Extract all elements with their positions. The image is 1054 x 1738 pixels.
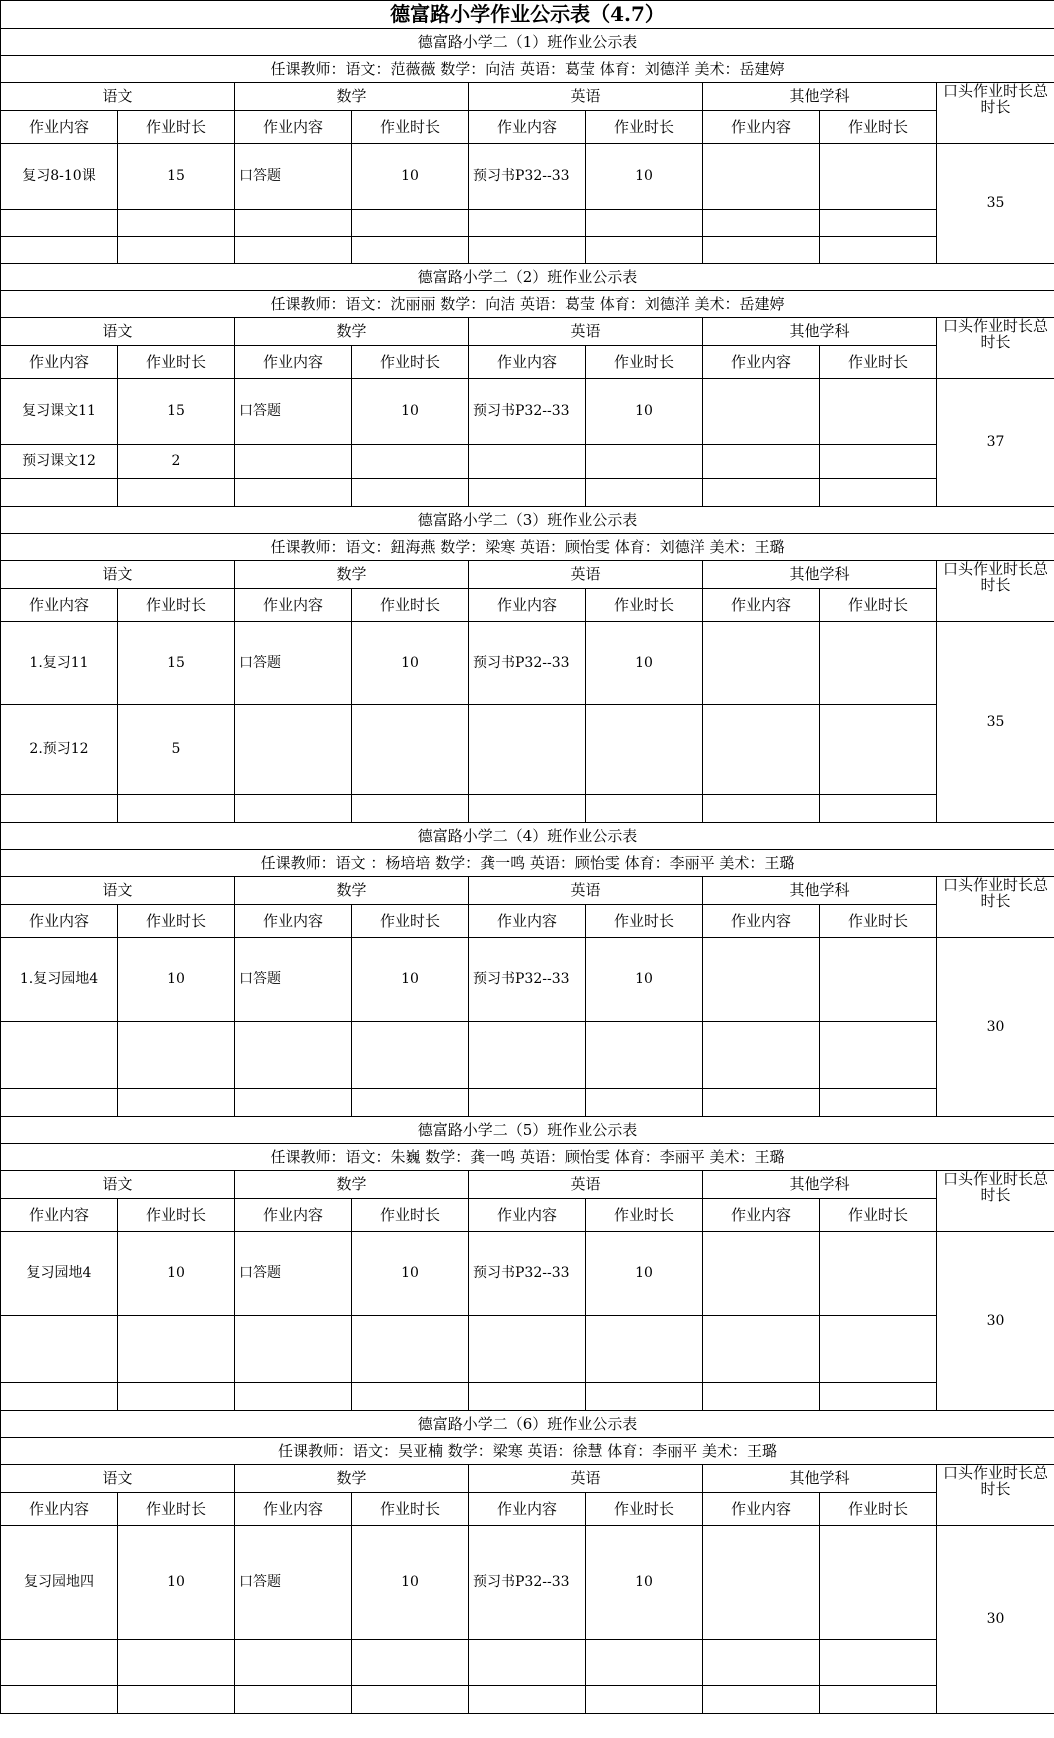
column-header-duration: 作业时长 xyxy=(118,346,235,379)
chinese-content: 2.预习12 xyxy=(1,705,118,795)
column-header-duration: 作业时长 xyxy=(820,905,937,938)
math-content: 口答题 xyxy=(235,379,352,445)
column-header-content: 作业内容 xyxy=(1,111,118,144)
column-header-content: 作业内容 xyxy=(235,589,352,622)
subject-header: 语文 xyxy=(1,1171,235,1199)
other-content xyxy=(703,795,820,823)
chinese-duration xyxy=(118,1640,235,1686)
column-header-duration: 作业时长 xyxy=(118,1493,235,1526)
class-title: 德富路小学二（6）班作业公示表 xyxy=(1,1411,1054,1438)
oral-duration-header-label: 口头作业时长总时长 xyxy=(943,318,1049,350)
math-duration: 10 xyxy=(352,622,469,705)
column-header-duration: 作业时长 xyxy=(118,905,235,938)
math-content xyxy=(235,1383,352,1411)
math-content xyxy=(235,445,352,479)
subject-header: 英语 xyxy=(469,1465,703,1493)
other-content xyxy=(703,210,820,237)
other-duration xyxy=(820,705,937,795)
math-content xyxy=(235,795,352,823)
math-duration: 10 xyxy=(352,1232,469,1316)
class-teachers: 任课教师：语文：吴亚楠 数学：梁寒 英语：徐慧 体育：李丽平 美术：王璐 xyxy=(1,1438,1054,1465)
other-content xyxy=(703,1089,820,1117)
english-duration: 10 xyxy=(586,379,703,445)
subject-header: 英语 xyxy=(469,877,703,905)
english-duration xyxy=(586,1686,703,1714)
english-duration xyxy=(586,1089,703,1117)
subject-header: 其他学科 xyxy=(703,83,937,111)
math-duration xyxy=(352,210,469,237)
oral-duration-header xyxy=(937,561,1054,622)
oral-duration-header-label: 口头作业时长总时长 xyxy=(943,877,1049,909)
other-duration xyxy=(820,1022,937,1089)
column-header-duration: 作业时长 xyxy=(118,589,235,622)
english-duration xyxy=(586,210,703,237)
chinese-content xyxy=(1,1686,118,1714)
math-content: 口答题 xyxy=(235,144,352,210)
class-teachers: 任课教师：语文：沈丽丽 数学：向洁 英语：葛莹 体育：刘德洋 美术：岳建婷 xyxy=(1,291,1054,318)
other-content xyxy=(703,1316,820,1383)
subject-header: 其他学科 xyxy=(703,877,937,905)
chinese-duration: 2 xyxy=(118,445,235,479)
english-content: 预习书P32--33 xyxy=(469,379,586,445)
english-duration: 10 xyxy=(586,938,703,1022)
chinese-duration xyxy=(118,1383,235,1411)
english-duration: 10 xyxy=(586,622,703,705)
other-content xyxy=(703,1232,820,1316)
oral-duration-header xyxy=(937,877,1054,938)
column-header-duration: 作业时长 xyxy=(118,1199,235,1232)
column-header-content: 作业内容 xyxy=(469,589,586,622)
oral-duration-header xyxy=(937,318,1054,379)
other-content xyxy=(703,445,820,479)
column-header-content: 作业内容 xyxy=(235,905,352,938)
math-content xyxy=(235,705,352,795)
column-header-content: 作业内容 xyxy=(703,346,820,379)
column-header-content: 作业内容 xyxy=(469,1493,586,1526)
column-header-duration: 作业时长 xyxy=(118,111,235,144)
chinese-content: 1.复习园地4 xyxy=(1,938,118,1022)
chinese-content xyxy=(1,1089,118,1117)
chinese-duration xyxy=(118,1089,235,1117)
subject-header: 语文 xyxy=(1,877,235,905)
subject-header: 其他学科 xyxy=(703,318,937,346)
chinese-duration xyxy=(118,1686,235,1714)
class-teachers: 任课教师：语文 ：杨培培 数学：龚一鸣 英语：顾怡雯 体育：李丽平 美术：王璐 xyxy=(1,850,1054,877)
math-duration xyxy=(352,1022,469,1089)
english-content xyxy=(469,1022,586,1089)
column-header-duration: 作业时长 xyxy=(352,1493,469,1526)
other-duration xyxy=(820,445,937,479)
english-content: 预习书P32--33 xyxy=(469,1232,586,1316)
math-content xyxy=(235,210,352,237)
column-header-duration: 作业时长 xyxy=(352,1199,469,1232)
oral-duration-header-label: 口头作业时长总时长 xyxy=(943,1465,1049,1497)
other-content xyxy=(703,938,820,1022)
chinese-content: 复习园地4 xyxy=(1,1232,118,1316)
column-header-duration: 作业时长 xyxy=(820,111,937,144)
english-duration xyxy=(586,479,703,507)
other-duration xyxy=(820,1640,937,1686)
column-header-content: 作业内容 xyxy=(1,346,118,379)
chinese-content xyxy=(1,795,118,823)
math-duration xyxy=(352,1383,469,1411)
column-header-content: 作业内容 xyxy=(235,111,352,144)
other-content xyxy=(703,144,820,210)
math-duration xyxy=(352,1640,469,1686)
column-header-content: 作业内容 xyxy=(469,111,586,144)
oral-duration-header xyxy=(937,83,1054,144)
column-header-duration: 作业时长 xyxy=(352,346,469,379)
class-title: 德富路小学二（5）班作业公示表 xyxy=(1,1117,1054,1144)
total-duration: 35 xyxy=(937,144,1054,264)
math-content: 口答题 xyxy=(235,622,352,705)
math-content xyxy=(235,479,352,507)
chinese-content xyxy=(1,1316,118,1383)
class-teachers: 任课教师：语文：范薇薇 数学：向洁 英语：葛莹 体育：刘德洋 美术：岳建婷 xyxy=(1,56,1054,83)
column-header-duration: 作业时长 xyxy=(586,346,703,379)
class-title: 德富路小学二（2）班作业公示表 xyxy=(1,264,1054,291)
subject-header: 语文 xyxy=(1,1465,235,1493)
math-duration xyxy=(352,237,469,264)
column-header-duration: 作业时长 xyxy=(820,346,937,379)
english-content: 预习书P32--33 xyxy=(469,622,586,705)
math-duration xyxy=(352,1686,469,1714)
subject-header: 数学 xyxy=(235,561,469,589)
english-content xyxy=(469,705,586,795)
chinese-duration xyxy=(118,237,235,264)
math-duration xyxy=(352,479,469,507)
other-content xyxy=(703,1526,820,1640)
chinese-content: 1.复习11 xyxy=(1,622,118,705)
chinese-duration: 10 xyxy=(118,1526,235,1640)
math-content xyxy=(235,1022,352,1089)
english-content xyxy=(469,237,586,264)
math-duration xyxy=(352,705,469,795)
math-content xyxy=(235,1089,352,1117)
column-header-content: 作业内容 xyxy=(1,589,118,622)
column-header-content: 作业内容 xyxy=(1,1199,118,1232)
column-header-content: 作业内容 xyxy=(235,1493,352,1526)
math-content xyxy=(235,1640,352,1686)
english-duration: 10 xyxy=(586,1526,703,1640)
other-content xyxy=(703,705,820,795)
class-title: 德富路小学二（1）班作业公示表 xyxy=(1,29,1054,56)
subject-header: 其他学科 xyxy=(703,1171,937,1199)
other-content xyxy=(703,1686,820,1714)
subject-header: 英语 xyxy=(469,83,703,111)
chinese-content: 预习课文12 xyxy=(1,445,118,479)
class-teachers: 任课教师：语文：鈕海燕 数学：梁寒 英语：顾怡雯 体育：刘德洋 美术：王璐 xyxy=(1,534,1054,561)
english-duration xyxy=(586,1316,703,1383)
column-header-duration: 作业时长 xyxy=(820,589,937,622)
total-duration: 30 xyxy=(937,1232,1054,1411)
subject-header: 其他学科 xyxy=(703,561,937,589)
english-content xyxy=(469,1316,586,1383)
column-header-content: 作业内容 xyxy=(235,346,352,379)
total-duration: 30 xyxy=(937,938,1054,1117)
chinese-duration: 15 xyxy=(118,379,235,445)
page-title: 德富路小学作业公示表（4.7） xyxy=(1,1,1054,29)
other-duration xyxy=(820,1316,937,1383)
column-header-duration: 作业时长 xyxy=(586,1199,703,1232)
column-header-duration: 作业时长 xyxy=(352,589,469,622)
english-duration: 10 xyxy=(586,1232,703,1316)
english-duration xyxy=(586,705,703,795)
subject-header: 语文 xyxy=(1,83,235,111)
other-duration xyxy=(820,379,937,445)
math-duration: 10 xyxy=(352,379,469,445)
subject-header: 数学 xyxy=(235,877,469,905)
subject-header: 英语 xyxy=(469,561,703,589)
chinese-duration: 10 xyxy=(118,1232,235,1316)
chinese-duration: 10 xyxy=(118,938,235,1022)
other-duration xyxy=(820,210,937,237)
column-header-duration: 作业时长 xyxy=(820,1493,937,1526)
class-teachers: 任课教师：语文：朱巍 数学：龚一鸣 英语：顾怡雯 体育：李丽平 美术：王璐 xyxy=(1,1144,1054,1171)
chinese-duration xyxy=(118,795,235,823)
column-header-duration: 作业时长 xyxy=(586,1493,703,1526)
other-content xyxy=(703,379,820,445)
column-header-content: 作业内容 xyxy=(469,905,586,938)
english-duration: 10 xyxy=(586,144,703,210)
column-header-content: 作业内容 xyxy=(703,1199,820,1232)
chinese-content xyxy=(1,237,118,264)
other-duration xyxy=(820,479,937,507)
column-header-content: 作业内容 xyxy=(469,346,586,379)
math-content: 口答题 xyxy=(235,938,352,1022)
math-duration xyxy=(352,1316,469,1383)
math-duration: 10 xyxy=(352,1526,469,1640)
column-header-content: 作业内容 xyxy=(703,111,820,144)
english-duration xyxy=(586,1022,703,1089)
chinese-duration xyxy=(118,1022,235,1089)
other-content xyxy=(703,622,820,705)
english-content: 预习书P32--33 xyxy=(469,938,586,1022)
english-content xyxy=(469,1640,586,1686)
total-duration: 35 xyxy=(937,622,1054,823)
chinese-duration: 5 xyxy=(118,705,235,795)
subject-header: 英语 xyxy=(469,1171,703,1199)
math-duration: 10 xyxy=(352,144,469,210)
english-content xyxy=(469,479,586,507)
other-content xyxy=(703,1383,820,1411)
other-duration xyxy=(820,1089,937,1117)
class-title: 德富路小学二（3）班作业公示表 xyxy=(1,507,1054,534)
math-duration xyxy=(352,795,469,823)
english-content xyxy=(469,1686,586,1714)
chinese-content xyxy=(1,1640,118,1686)
chinese-content: 复习8-10课 xyxy=(1,144,118,210)
column-header-duration: 作业时长 xyxy=(352,905,469,938)
column-header-duration: 作业时长 xyxy=(586,111,703,144)
other-duration xyxy=(820,144,937,210)
subject-header: 英语 xyxy=(469,318,703,346)
oral-duration-header-label: 口头作业时长总时长 xyxy=(943,83,1049,115)
total-duration: 30 xyxy=(937,1526,1054,1714)
subject-header: 数学 xyxy=(235,83,469,111)
other-duration xyxy=(820,1526,937,1640)
math-content xyxy=(235,1316,352,1383)
subject-header: 数学 xyxy=(235,1465,469,1493)
chinese-duration xyxy=(118,479,235,507)
chinese-content: 复习园地四 xyxy=(1,1526,118,1640)
english-content xyxy=(469,445,586,479)
column-header-content: 作业内容 xyxy=(1,1493,118,1526)
column-header-duration: 作业时长 xyxy=(586,589,703,622)
math-duration: 10 xyxy=(352,938,469,1022)
other-content xyxy=(703,1640,820,1686)
column-header-content: 作业内容 xyxy=(469,1199,586,1232)
other-duration xyxy=(820,237,937,264)
oral-duration-header-label: 口头作业时长总时长 xyxy=(943,1171,1049,1203)
column-header-content: 作业内容 xyxy=(235,1199,352,1232)
english-duration xyxy=(586,445,703,479)
math-content xyxy=(235,1686,352,1714)
other-content xyxy=(703,237,820,264)
oral-duration-header xyxy=(937,1171,1054,1232)
math-content xyxy=(235,237,352,264)
column-header-duration: 作业时长 xyxy=(352,111,469,144)
column-header-duration: 作业时长 xyxy=(820,1199,937,1232)
chinese-duration xyxy=(118,1316,235,1383)
math-duration xyxy=(352,445,469,479)
column-header-content: 作业内容 xyxy=(703,589,820,622)
subject-header: 数学 xyxy=(235,318,469,346)
english-content: 预习书P32--33 xyxy=(469,1526,586,1640)
math-duration xyxy=(352,1089,469,1117)
chinese-duration: 15 xyxy=(118,622,235,705)
other-duration xyxy=(820,1232,937,1316)
chinese-content xyxy=(1,1383,118,1411)
other-duration xyxy=(820,938,937,1022)
subject-header: 其他学科 xyxy=(703,1465,937,1493)
chinese-duration xyxy=(118,210,235,237)
english-content xyxy=(469,1383,586,1411)
other-duration xyxy=(820,622,937,705)
chinese-content xyxy=(1,1022,118,1089)
english-duration xyxy=(586,1383,703,1411)
column-header-content: 作业内容 xyxy=(703,905,820,938)
english-content xyxy=(469,210,586,237)
other-content xyxy=(703,1022,820,1089)
total-duration: 37 xyxy=(937,379,1054,507)
chinese-content xyxy=(1,479,118,507)
chinese-content: 复习课文11 xyxy=(1,379,118,445)
oral-duration-header xyxy=(937,1465,1054,1526)
english-duration xyxy=(586,1640,703,1686)
english-content xyxy=(469,1089,586,1117)
column-header-content: 作业内容 xyxy=(703,1493,820,1526)
other-duration xyxy=(820,795,937,823)
oral-duration-header-label: 口头作业时长总时长 xyxy=(943,561,1049,593)
chinese-content xyxy=(1,210,118,237)
subject-header: 语文 xyxy=(1,318,235,346)
english-content xyxy=(469,795,586,823)
column-header-content: 作业内容 xyxy=(1,905,118,938)
chinese-duration: 15 xyxy=(118,144,235,210)
column-header-duration: 作业时长 xyxy=(586,905,703,938)
other-content xyxy=(703,479,820,507)
class-title: 德富路小学二（4）班作业公示表 xyxy=(1,823,1054,850)
subject-header: 语文 xyxy=(1,561,235,589)
english-duration xyxy=(586,237,703,264)
other-duration xyxy=(820,1383,937,1411)
english-content: 预习书P32--33 xyxy=(469,144,586,210)
english-duration xyxy=(586,795,703,823)
math-content: 口答题 xyxy=(235,1526,352,1640)
subject-header: 数学 xyxy=(235,1171,469,1199)
math-content: 口答题 xyxy=(235,1232,352,1316)
other-duration xyxy=(820,1686,937,1714)
